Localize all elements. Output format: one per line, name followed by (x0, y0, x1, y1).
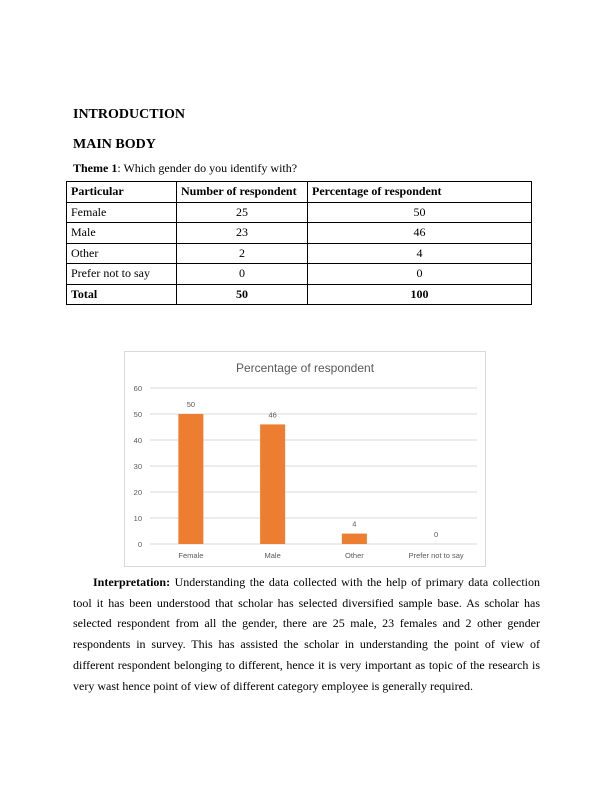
theme-label: Theme 1 (73, 161, 118, 175)
interpretation-paragraph (73, 572, 540, 696)
table-cell: 0 (308, 264, 532, 285)
main-body-heading: MAIN BODY (73, 137, 156, 152)
chart-title: Percentage of respondent (235, 361, 375, 375)
data-label: 0 (434, 530, 439, 539)
table-row (67, 264, 532, 285)
table-cell: Female (67, 202, 177, 223)
gender-table (66, 181, 532, 305)
table-cell: 100 (308, 284, 532, 305)
bar-chart (124, 351, 486, 567)
introduction-heading: INTRODUCTION (73, 107, 186, 122)
interpretation-text: Understanding the data collected with the help of primary data collection tool it has been understood that scholar has selected diversified sample base. As scholar has selected respondent from all the gender, there are 25 male, 23 females and 2 other gender respondents in survey. This has assisted the scholar in understanding the point of view of different respondent belonging to different, hence it is very important as topic of the research is very wast hence point of view of different category employee is generally required. (73, 575, 540, 693)
x-tick-label: Other (344, 551, 364, 560)
table-cell: 50 (177, 284, 308, 305)
table-cell: 50 (308, 202, 532, 223)
y-tick-label: 30 (133, 462, 142, 471)
data-label: 46 (268, 410, 277, 420)
table-cell: 25 (177, 202, 308, 223)
table-cell: Total (67, 284, 177, 305)
y-tick-label: 50 (133, 410, 142, 419)
theme-question (73, 161, 297, 176)
x-tick-label: Male (264, 551, 281, 560)
y-tick-label: 10 (133, 514, 142, 523)
table-cell: 4 (308, 243, 532, 264)
table-row (67, 202, 532, 223)
y-tick-label: 0 (137, 540, 142, 549)
interpretation-label: Interpretation: (93, 575, 171, 589)
table-cell: 2 (177, 243, 308, 264)
table-header-cell: Particular (67, 182, 177, 203)
data-label: 50 (186, 400, 196, 409)
bar (342, 534, 367, 544)
y-tick-label: 20 (133, 488, 142, 497)
bar (260, 424, 285, 544)
table-header-cell: Percentage of respondent (308, 182, 532, 203)
table-cell: Other (67, 243, 177, 264)
table-total-row (67, 284, 532, 305)
table-cell: 0 (177, 264, 308, 285)
theme-question-text: : Which gender do you identify with? (117, 161, 298, 175)
x-tick-label: Prefer not to say (408, 551, 464, 560)
table-row (67, 223, 532, 244)
y-tick-label: 60 (133, 384, 142, 393)
table-cell: 23 (177, 223, 308, 244)
table-cell: 46 (308, 223, 532, 244)
x-tick-label: Female (178, 551, 204, 560)
data-label: 4 (352, 519, 357, 529)
table-row (67, 243, 532, 264)
table-cell: Male (67, 223, 177, 244)
bar-chart-svg (125, 352, 485, 566)
bar (178, 414, 203, 544)
table-cell: Prefer not to say (67, 264, 177, 285)
table-header-cell: Number of respondent (177, 182, 308, 203)
y-tick-label: 40 (133, 436, 142, 445)
table-header-row (67, 182, 532, 203)
